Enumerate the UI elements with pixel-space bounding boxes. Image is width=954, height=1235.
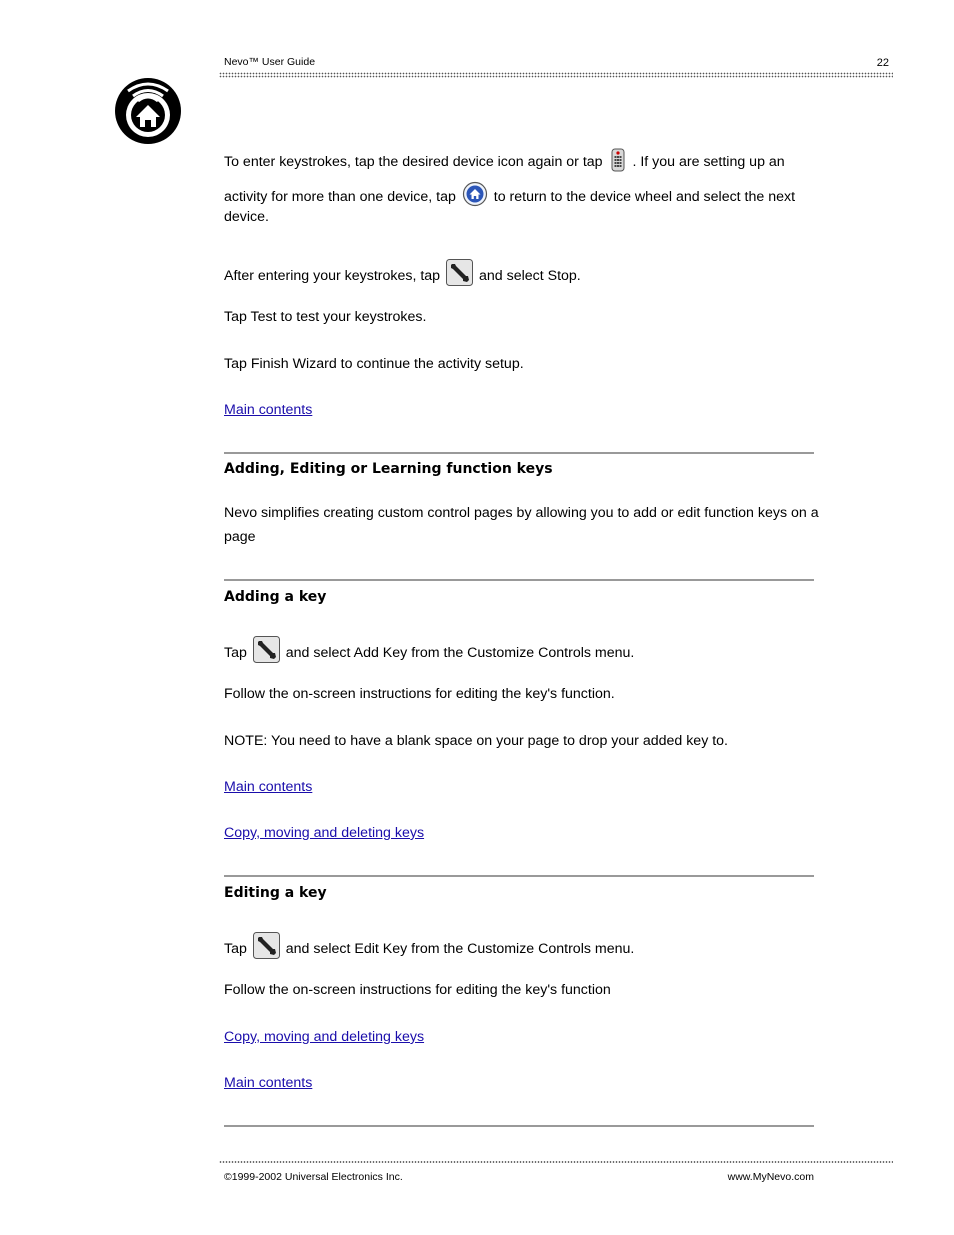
nevo-logo-icon — [112, 75, 184, 147]
text-segment: to return to the device wheel and select the next — [493, 189, 796, 205]
text-segment: and select Stop. — [478, 268, 581, 284]
function-keys-body-line1: Nevo simplifies creating custom control pages by allowing you to add or edit function keys on a — [224, 505, 819, 521]
wrench-icon[interactable] — [446, 259, 473, 294]
main-contents-link[interactable]: Main contents — [224, 402, 313, 418]
text-segment: activity for more than one device, tap — [224, 189, 456, 205]
section-divider — [224, 452, 814, 454]
page-number: 22 — [876, 57, 889, 69]
text-segment: Tap — [224, 941, 247, 957]
copy-moving-deleting-keys-link[interactable]: Copy, moving and deleting keys — [224, 825, 425, 841]
section-divider — [224, 875, 814, 877]
text-segment: To enter keystrokes, tap the desired device icon again or tap — [224, 154, 603, 170]
adding-key-paragraph-2: Follow the on-screen instructions for editing the key's function. — [224, 686, 615, 702]
footer-website: www.MyNevo.com — [727, 1171, 814, 1183]
header-title: Nevo™ User Guide — [224, 56, 316, 68]
section-divider — [224, 1125, 814, 1127]
text-segment: and select Add Key from the Customize Controls menu. — [285, 645, 635, 661]
intro-paragraph-1-line2 — [224, 181, 795, 215]
text-segment: Tap — [224, 645, 247, 661]
intro-paragraph-1-line1 — [224, 148, 785, 180]
text-segment: and select Edit Key from the Customize Controls menu. — [285, 941, 635, 957]
section-heading-editing-key: Editing a key — [224, 885, 327, 901]
adding-key-paragraph-1 — [224, 636, 634, 671]
wrench-icon[interactable] — [253, 932, 280, 967]
main-contents-link[interactable]: Main contents — [224, 1075, 313, 1091]
footer-divider — [219, 1161, 893, 1163]
wrench-icon[interactable] — [253, 636, 280, 671]
editing-key-paragraph-1 — [224, 932, 634, 967]
intro-paragraph-1-line3: device. — [224, 209, 269, 225]
intro-paragraph-2 — [224, 259, 581, 294]
header-divider — [219, 72, 893, 78]
section-heading-adding-key: Adding a key — [224, 589, 327, 605]
section-heading-function-keys: Adding, Editing or Learning function keys — [224, 461, 553, 477]
remote-icon[interactable] — [609, 148, 627, 180]
footer-copyright: ©1999-2002 Universal Electronics Inc. — [224, 1171, 403, 1183]
section-divider — [224, 579, 814, 581]
text-segment: . If you are setting up an — [632, 154, 785, 170]
main-contents-link[interactable]: Main contents — [224, 779, 313, 795]
text-segment: After entering your keystrokes, tap — [224, 268, 441, 284]
home-icon[interactable] — [462, 181, 488, 215]
intro-paragraph-3: Tap Test to test your keystrokes. — [224, 309, 427, 325]
copy-moving-deleting-keys-link[interactable]: Copy, moving and deleting keys — [224, 1029, 425, 1045]
intro-paragraph-4: Tap Finish Wizard to continue the activity setup. — [224, 356, 524, 372]
editing-key-paragraph-2: Follow the on-screen instructions for editing the key's function — [224, 982, 611, 998]
adding-key-note: NOTE: You need to have a blank space on your page to drop your added key to. — [224, 733, 729, 749]
function-keys-body-line2: page — [224, 529, 256, 545]
